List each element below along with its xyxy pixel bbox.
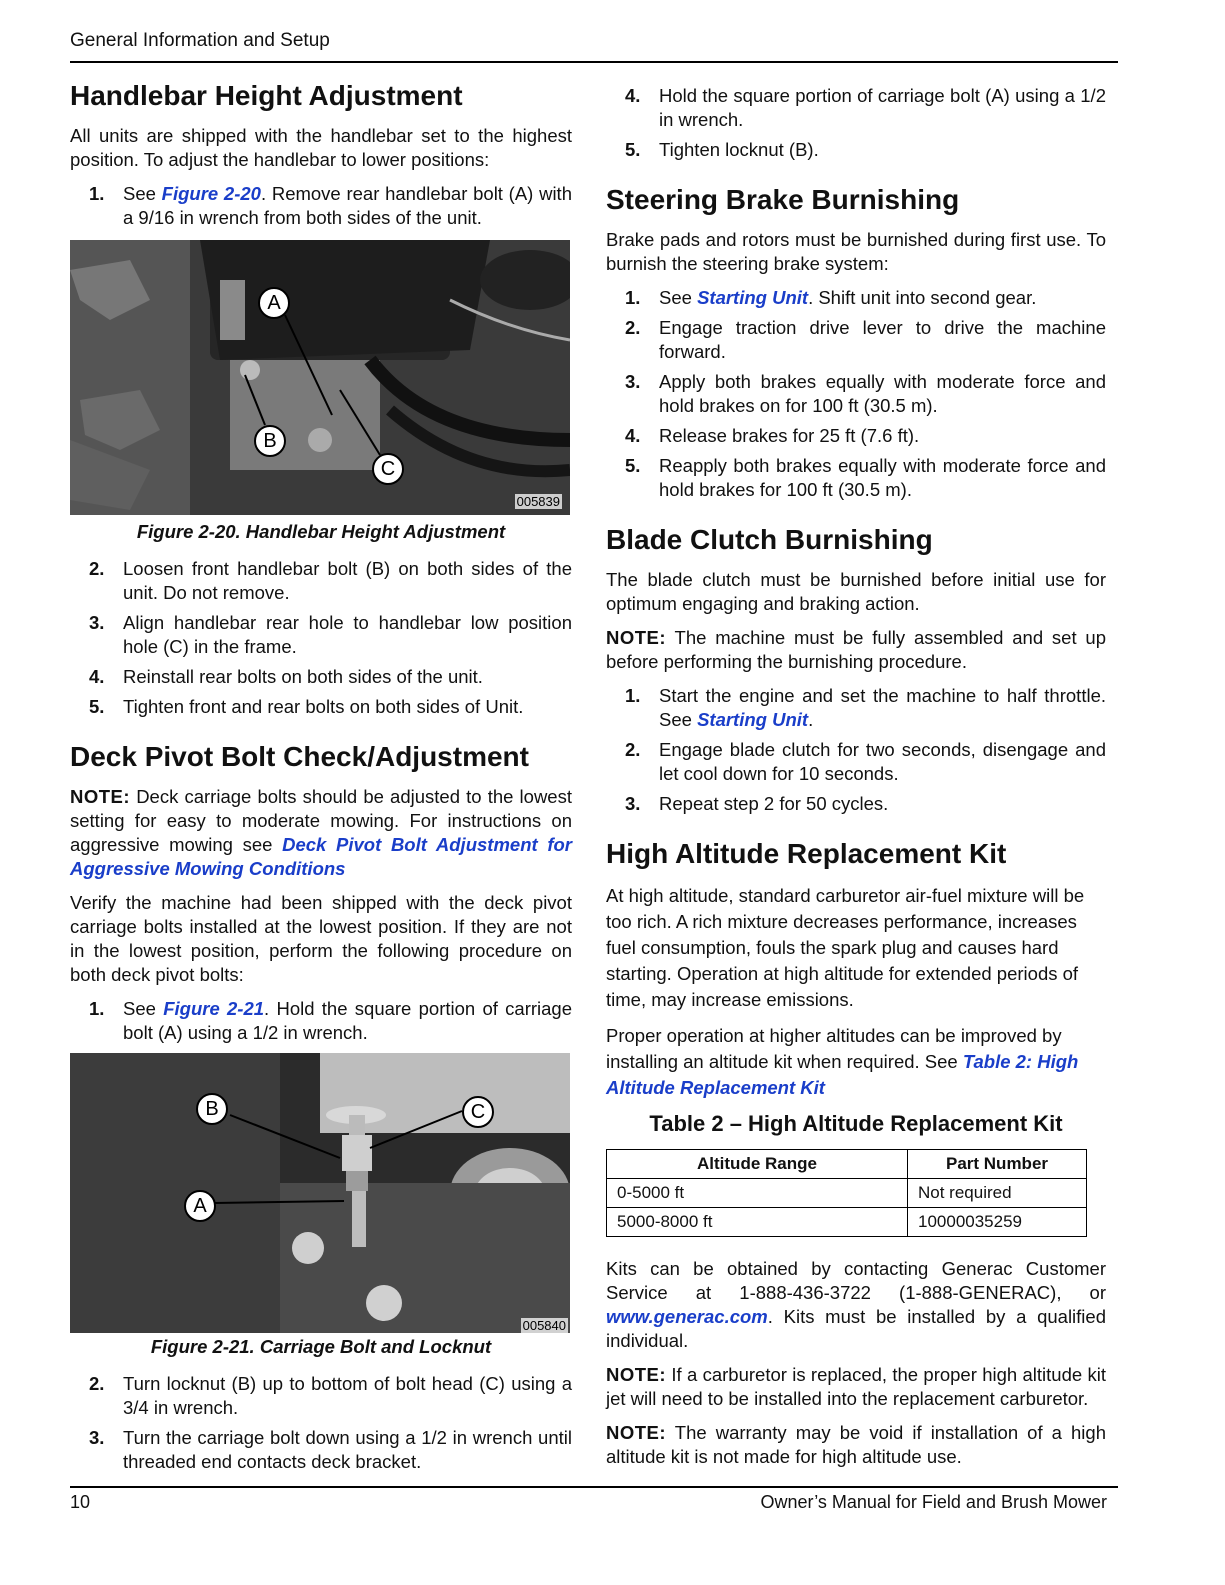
left-column [70, 80, 572, 1480]
blade-note: NOTE: The machine must be fully assembled and set up before performing the burnishing procedure. [606, 627, 1106, 673]
list-item: 2. Turn locknut (B) up to bottom of bolt head (C) using a 3/4 in wrench. [89, 1373, 572, 1419]
callout-b: B [254, 425, 286, 457]
steering-heading: Steering Brake Burnishing [606, 184, 960, 215]
table-cell: 0-5000 ft [607, 1178, 908, 1207]
handlebar-photo [70, 240, 570, 515]
generac-website-link[interactable]: www.generac.com [606, 1305, 768, 1327]
list-item: 3. Apply both brakes equally with moderate force and hold brakes on for 100 ft (30.5 m). [625, 371, 1106, 417]
deck-note: NOTE: Deck carriage bolts should be adjusted to the lowest setting for easy to moderate mowing. For instructions on aggressive mowing see Deck Pivot Bolt Adjustment for Aggressive Mowing Conditions [70, 786, 572, 880]
list-item: 1. Start the engine and set the machine to half throttle. See Starting Unit. [625, 685, 1106, 731]
figure-2-21-caption: Figure 2-21. Carriage Bolt and Locknut [150, 1336, 492, 1358]
footer-rule [70, 1486, 1118, 1488]
list-item: 4. Hold the square portion of carriage bolt (A) using a 1/2 in wrench. [625, 85, 1106, 130]
list-item: 3. Repeat step 2 for 50 cycles. [625, 793, 889, 815]
figure-2-21-link[interactable]: Figure 2-21 [163, 998, 265, 1020]
page-number: 10 [70, 1492, 91, 1512]
blade-intro: The blade clutch must be burnished before initial use for optimum engaging and braking action. [606, 569, 1106, 615]
list-item: 3. Turn the carriage bolt down using a 1/2 in wrench until threaded end contacts deck bracket. [89, 1427, 572, 1473]
figure-2-20-image [70, 240, 570, 515]
table-row [607, 1207, 1087, 1236]
figure-2-20-link[interactable]: Figure 2-20 [161, 183, 261, 205]
handlebar-steps-b [70, 557, 572, 719]
figure-image-id: 005839 [516, 494, 560, 510]
table-cell: 5000-8000 ft [607, 1207, 908, 1236]
list-item: 1. See Figure 2-21. Hold the square portion of carriage bolt (A) using a 1/2 in wrench. [89, 998, 572, 1044]
handlebar-heading: Handlebar Height Adjustment [70, 80, 463, 111]
header-rule [70, 61, 1118, 63]
right-column [606, 84, 1106, 1479]
deck-steps-b [70, 1372, 572, 1474]
list-item: 4. Release brakes for 25 ft (7.6 ft). [625, 425, 920, 447]
altitude-heading: High Altitude Replacement Kit [606, 838, 1007, 870]
page-header: General Information and Setup [70, 30, 330, 51]
list-item: 4. Reinstall rear bolts on both sides of the unit. [89, 666, 483, 688]
list-item: 5. Tighten locknut (B). [625, 139, 819, 160]
callout-c: C [372, 453, 404, 485]
callout-c: C [462, 1096, 494, 1128]
deck-steps-a [70, 997, 572, 1045]
deck-heading: Deck Pivot Bolt Check/Adjustment [70, 741, 529, 773]
table-row [607, 1178, 1087, 1207]
deck-pivot-link[interactable]: Deck Pivot Bolt Adjustment for Aggressive Mowing Conditions [70, 834, 572, 880]
list-item: 2. Engage traction drive lever to drive the machine forward. [625, 317, 1106, 363]
table-cell: Not required [908, 1178, 1087, 1207]
deck-steps-continued [606, 84, 1106, 162]
deck-verify: Verify the machine had been shipped with the deck pivot carriage bolts installed at the lowest position. If they are not in the lowest position, perform the following procedure on both deck pivot bolts: [70, 892, 572, 986]
table-cell: 10000035259 [908, 1207, 1087, 1236]
callout-a: A [184, 1190, 216, 1222]
table-2-link[interactable]: Table 2: High Altitude Replacement Kit [606, 1050, 1079, 1098]
steering-steps [606, 286, 1106, 502]
altitude-p1: At high altitude, standard carburetor air-fuel mixture will be too rich. A rich mixture decreases performance, increases fuel consumption, fouls the spark plug and causes hard starting. Operation at high altitude for extended periods of time, may increase emissions. [606, 884, 1085, 1010]
callout-a: A [258, 287, 290, 319]
callout-b: B [196, 1093, 228, 1125]
list-item: 2. Engage blade clutch for two seconds, disengage and let cool down for 10 seconds. [625, 739, 1106, 785]
list-item: 3. Align handlebar rear hole to handlebar low position hole (C) in the frame. [89, 612, 572, 658]
figure-2-20-caption: Figure 2-20. Handlebar Height Adjustment [136, 521, 506, 543]
starting-unit-link[interactable]: Starting Unit [697, 287, 809, 309]
altitude-p3: Kits can be obtained by contacting Generac Customer Service at 1-888-436-3722 (1-888-GENERAC), or www.generac.com. Kits must be installed by a qualified individual. [606, 1257, 1106, 1351]
altitude-p2: Proper operation at higher altitudes can be improved by installing an altitude kit when required. See Table 2: High Altitude Replacement Kit [606, 1024, 1079, 1098]
altitude-table [606, 1149, 1087, 1237]
list-item: 5. Tighten front and rear bolts on both sides of Unit. [89, 696, 524, 718]
altitude-note-1: NOTE: If a carburetor is replaced, the proper high altitude kit jet will need to be installed into the replacement carburetor. [606, 1363, 1106, 1409]
blade-steps [606, 684, 1106, 816]
table-header-row [607, 1149, 1087, 1178]
handlebar-steps-a [70, 182, 572, 230]
steering-intro: Brake pads and rotors must be burnished during first use. To burnish the steering brake system: [606, 229, 1106, 275]
handlebar-intro: All units are shipped with the handlebar set to the highest position. To adjust the handlebar to lower positions: [70, 125, 572, 171]
list-item: 1. See Starting Unit. Shift unit into second gear. [625, 287, 1037, 309]
list-item: 5. Reapply both brakes equally with moderate force and hold brakes for 100 ft (30.5 m). [625, 455, 1106, 501]
figure-image-id: 005840 [522, 1318, 566, 1334]
starting-unit-link[interactable]: Starting Unit [697, 709, 809, 731]
blade-heading: Blade Clutch Burnishing [606, 524, 933, 556]
footer-title: Owner’s Manual for Field and Brush Mower [760, 1492, 1107, 1512]
table-title: Table 2 – High Altitude Replacement Kit [649, 1110, 1063, 1136]
column-header: Altitude Range [607, 1149, 908, 1178]
altitude-note-2: NOTE: The warranty may be void if installation of a high altitude kit is not made for high altitude use. [606, 1421, 1106, 1467]
list-item: 1. See Figure 2-20. Remove rear handlebar bolt (A) with a 9/16 in wrench from both sides of the unit. [89, 183, 572, 229]
figure-2-21-image [70, 1053, 570, 1333]
list-item: 2. Loosen front handlebar bolt (B) on both sides of the unit. Do not remove. [89, 558, 572, 604]
column-header: Part Number [908, 1149, 1087, 1178]
carriage-bolt-photo [70, 1053, 570, 1333]
